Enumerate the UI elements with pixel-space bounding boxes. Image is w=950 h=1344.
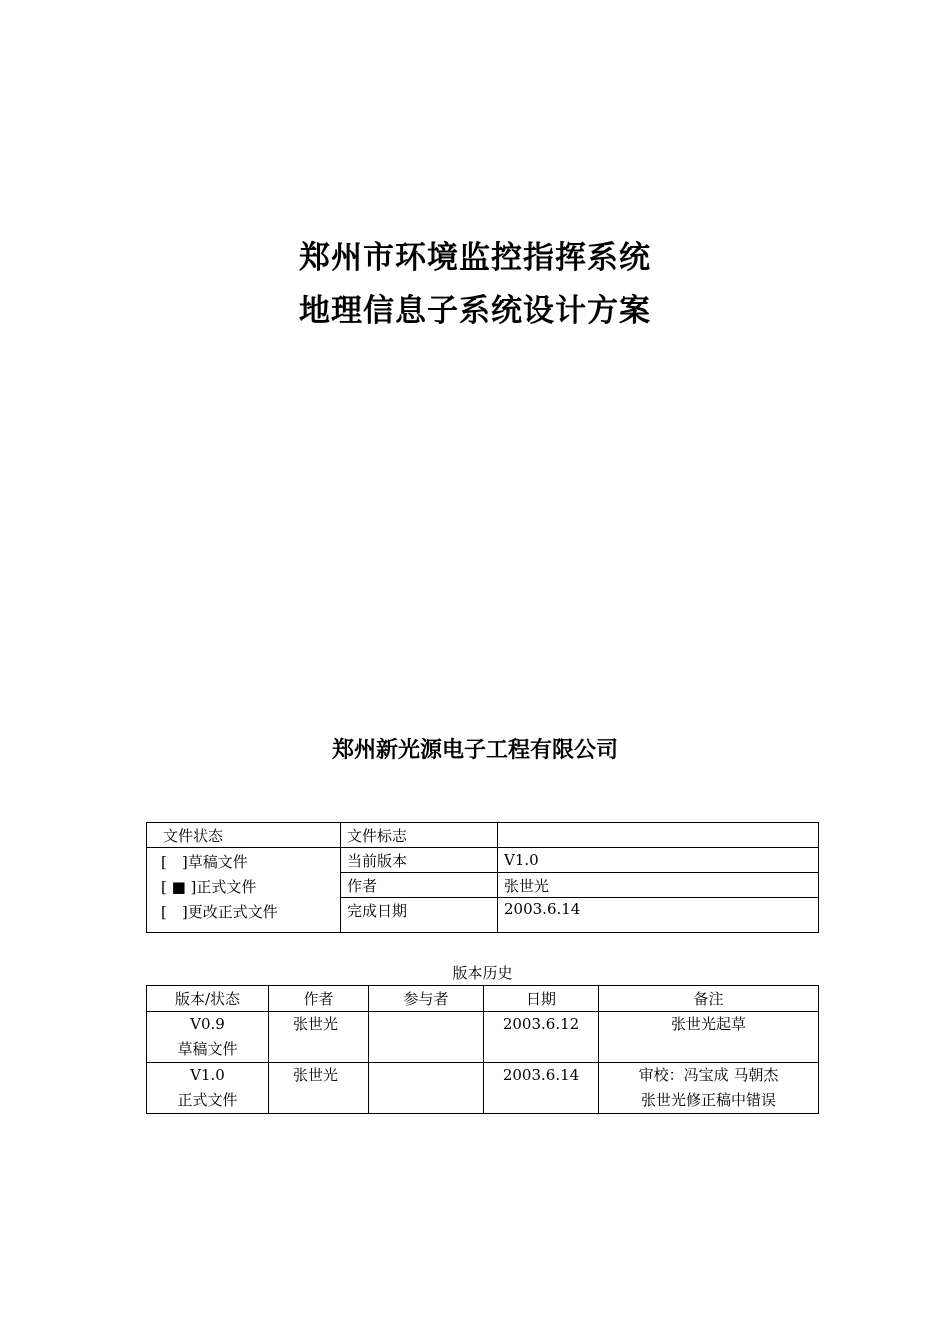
- history-note: 审校：冯宝成 马朝杰: [638, 1066, 779, 1084]
- history-author: 张世光: [269, 1063, 369, 1114]
- status-header: 文件状态: [147, 823, 341, 848]
- field-label-version: 当前版本: [341, 848, 498, 873]
- history-date: 2003.6.12: [484, 1012, 599, 1063]
- history-note-extra: 张世光修正稿中错误: [640, 1091, 776, 1109]
- flag-value: [498, 823, 819, 848]
- history-version: V1.0: [190, 1066, 225, 1084]
- history-participants: [369, 1012, 484, 1063]
- history-author: 张世光: [269, 1012, 369, 1063]
- history-participants: [369, 1063, 484, 1114]
- status-option-official: [ ■ ]正式文件: [161, 878, 257, 896]
- history-note-cell: [599, 1012, 819, 1063]
- history-header-participants: 参与者: [369, 986, 484, 1012]
- history-status: 草稿文件: [177, 1040, 238, 1058]
- company-name: 郑州新光源电子工程有限公司: [331, 738, 618, 763]
- history-note: 张世光起草: [670, 1015, 746, 1033]
- status-options: [147, 848, 341, 933]
- field-value-date: 2003.6.14: [498, 898, 819, 933]
- history-version-cell: [147, 1012, 269, 1063]
- history-caption: 版本历史: [452, 964, 513, 982]
- document-title-line2: 地理信息子系统设计方案: [299, 293, 651, 329]
- history-header-date: 日期: [484, 986, 599, 1012]
- field-value-author: 张世光: [498, 873, 819, 898]
- history-status: 正式文件: [177, 1091, 238, 1109]
- table-row: [147, 1012, 819, 1063]
- field-label-date: 完成日期: [341, 898, 498, 933]
- field-value-version: V1.0: [498, 848, 819, 873]
- status-option-draft: [ ]草稿文件: [161, 853, 248, 871]
- history-version: V0.9: [190, 1015, 225, 1033]
- history-header-author: 作者: [269, 986, 369, 1012]
- version-history-table: [146, 985, 819, 1114]
- history-header-note: 备注: [599, 986, 819, 1012]
- table-row: [147, 1063, 819, 1114]
- status-option-revised: [ ]更改正式文件: [161, 903, 278, 921]
- history-note-cell: [599, 1063, 819, 1114]
- history-date: 2003.6.14: [484, 1063, 599, 1114]
- document-title-line1: 郑州市环境监控指挥系统: [299, 240, 651, 276]
- field-label-author: 作者: [341, 873, 498, 898]
- history-header-version: 版本/状态: [147, 986, 269, 1012]
- history-version-cell: [147, 1063, 269, 1114]
- flag-header: 文件标志: [341, 823, 498, 848]
- document-status-table: [146, 822, 819, 933]
